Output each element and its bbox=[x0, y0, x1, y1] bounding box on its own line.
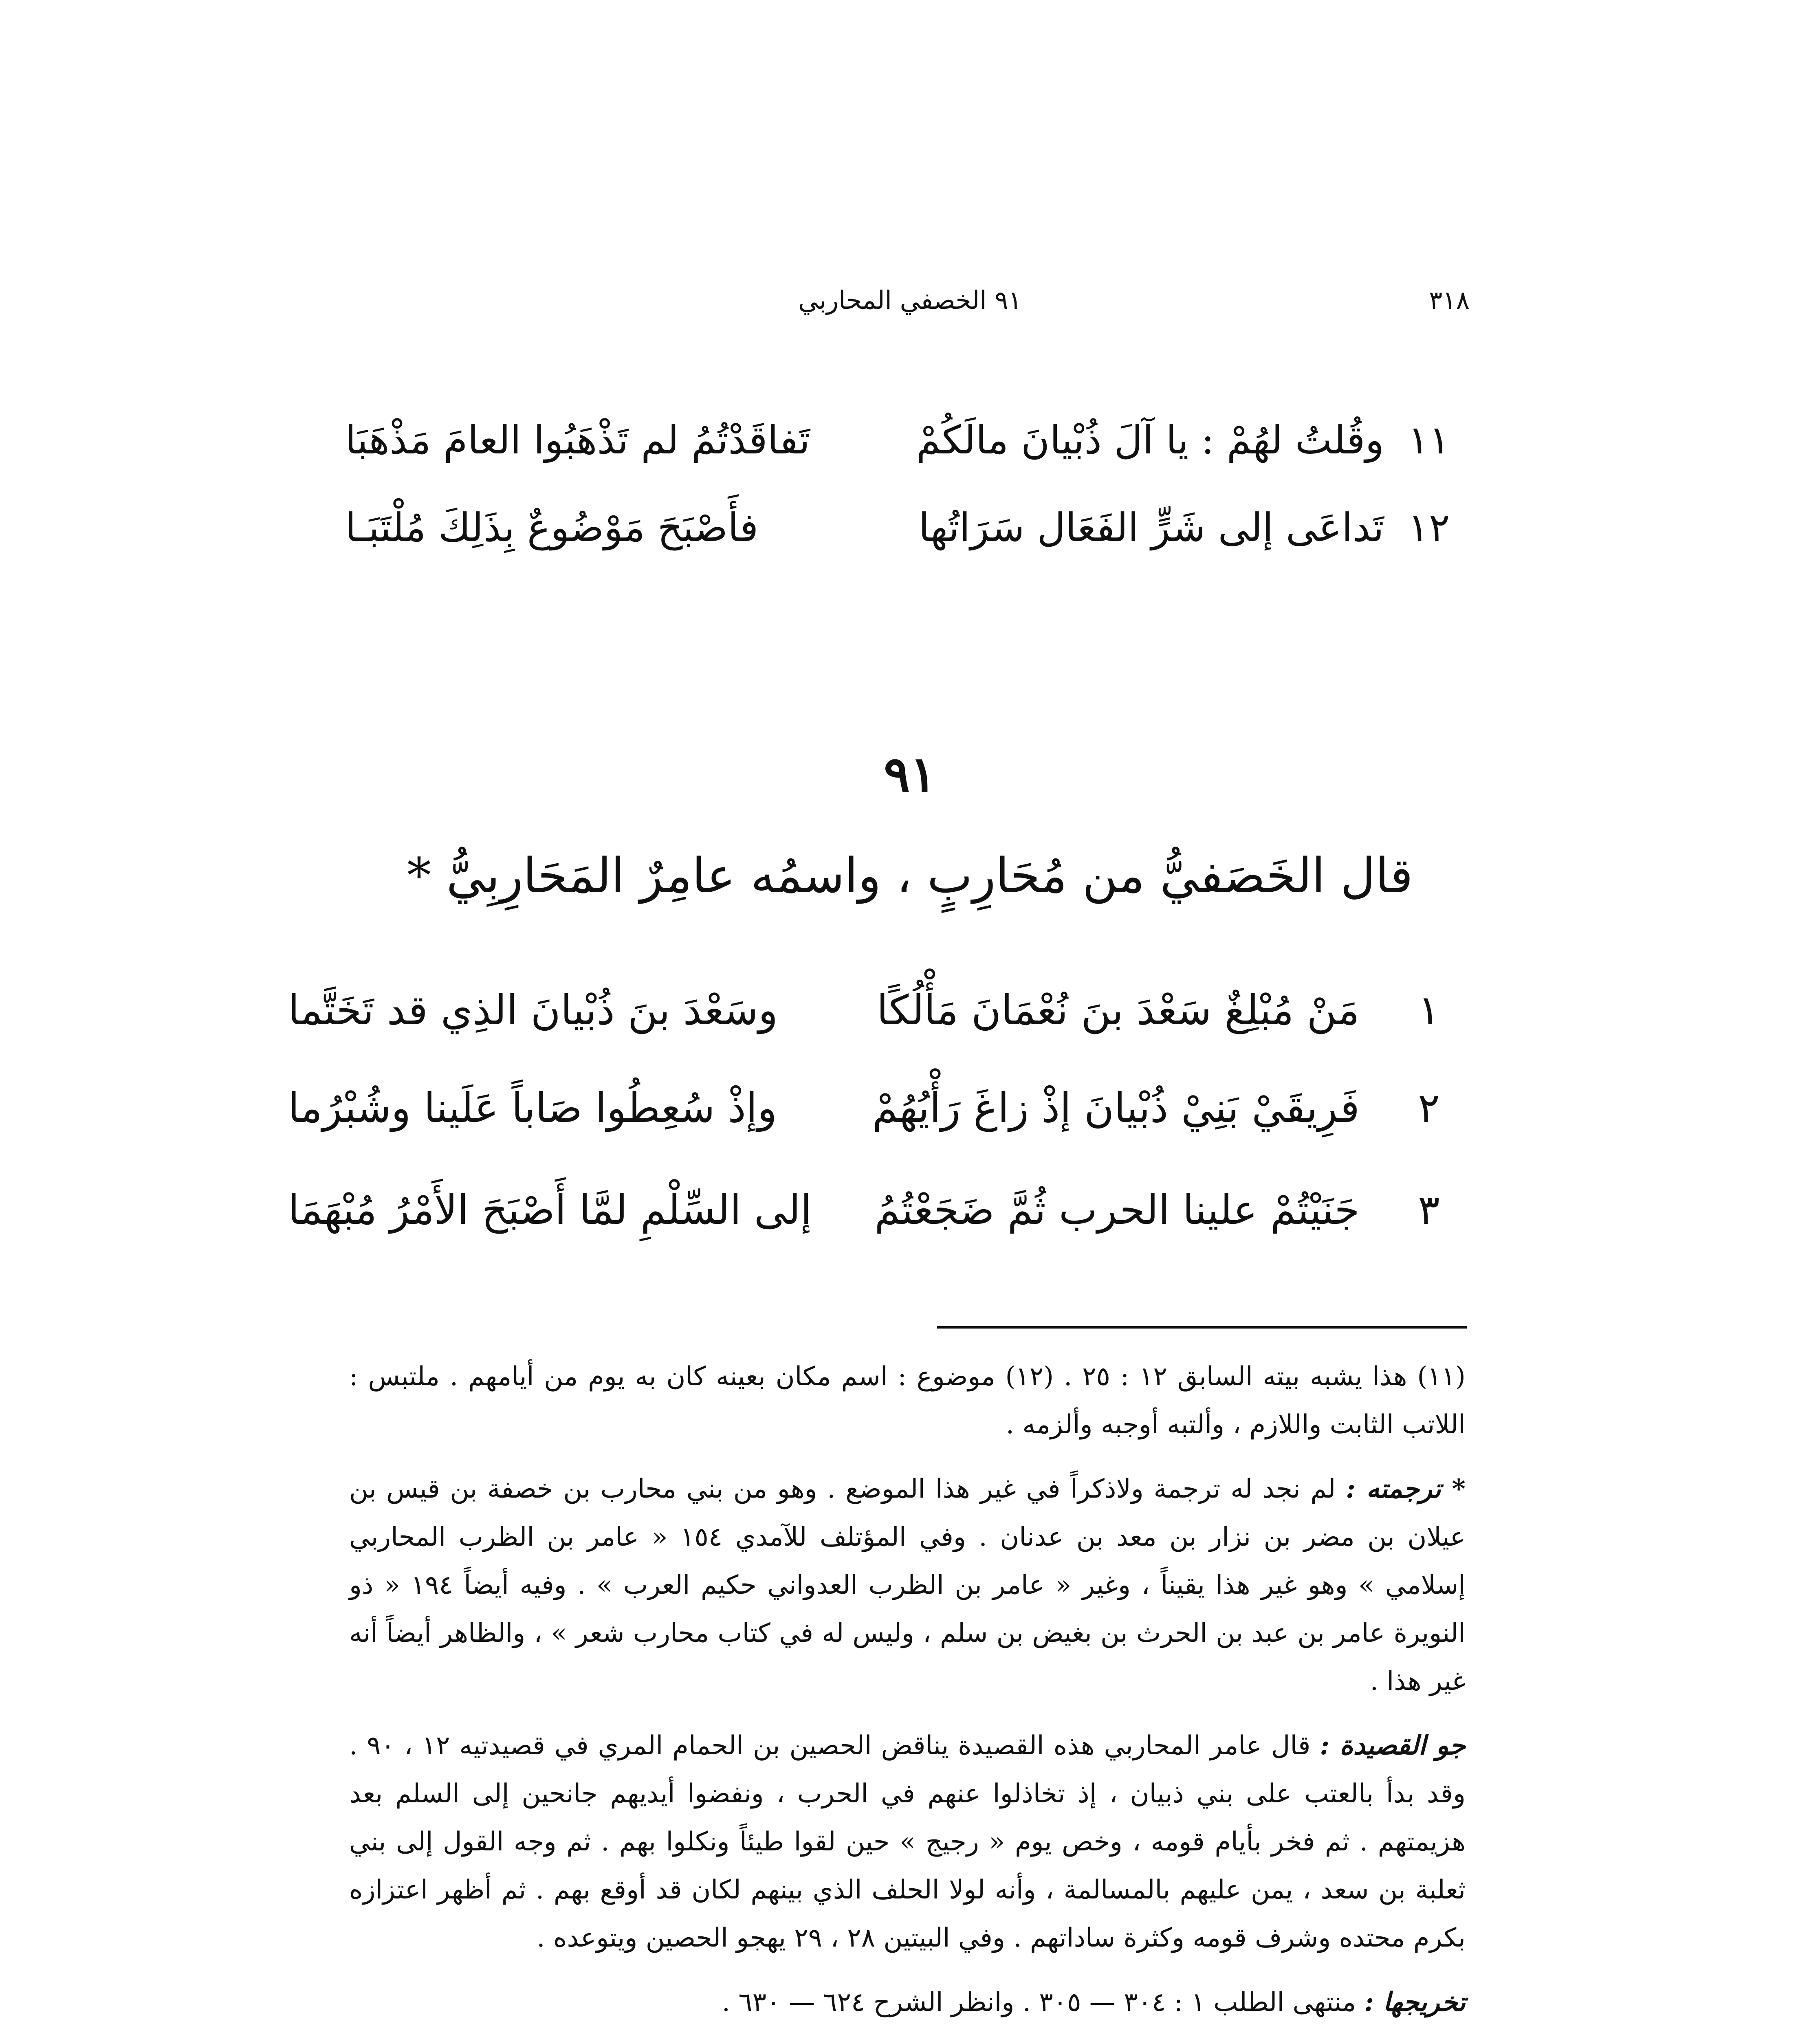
footnote-biography bbox=[349, 1465, 1466, 1705]
biography-text: لم نجد له ترجمة ولاذكراً في غير هذا الموضع . وهو من بني محارب بن خصفة بن قيس بن عيلان بن مضر بن نزار بن معد بن عدنان . وفي المؤتلف للآمدي ١٥٤ « عامر بن الظرب المحاربي إسلامي » وهو غير هذا يقيناً ، وغير « عامر بن الظرب العدواني حكيم العرب » . وفيه أيضاً ١٩٤ « ذو النويرة عامر بن عبد بن الحرث بن بغيض بن سلم ، وليس له في كتاب محارب شعر » ، والظاهر أيضاً أنه غير هذا . bbox=[349, 1474, 1466, 1696]
verse-line bbox=[288, 974, 1461, 1047]
footnote-takhrij bbox=[349, 1978, 1466, 2026]
poem-context-label: جو القصيدة : bbox=[1320, 1730, 1466, 1761]
verse-number: ١ bbox=[1418, 986, 1440, 1034]
verse-second-hemistich: إلى السِّلْمِ لمَّا أَصْبَحَ الأَمْرُ مُبْهَمَا bbox=[288, 1186, 812, 1234]
verse-line bbox=[345, 495, 1461, 560]
verse-number: ١٢ bbox=[1408, 505, 1450, 550]
poem-number: ٩١ bbox=[884, 746, 936, 803]
footnote-divider bbox=[937, 1326, 1467, 1329]
running-title: ٩١ الخصفي المحاربي bbox=[798, 285, 1022, 315]
verse-second-hemistich: تَفاقَدْتُمُ لم تَذْهَبُوا العامَ مَذْهَبَا bbox=[345, 417, 810, 463]
footnote-poem-context bbox=[349, 1722, 1466, 1962]
verse-first-hemistich: تَداعَى إلى شَرٍّ الفَعَال سَرَاتُها bbox=[918, 505, 1384, 550]
verse-first-hemistich: جَنَيْتُمْ علينا الحرب ثُمَّ ضَجَعْتُمُ bbox=[874, 1186, 1360, 1234]
verse-number: ١١ bbox=[1408, 417, 1450, 463]
verse-second-hemistich: وسَعْدَ بنَ ذُبْيانَ الذِي قد تَخَتَّما bbox=[288, 986, 778, 1034]
verse-number: ٣ bbox=[1418, 1186, 1440, 1234]
footnotes bbox=[349, 1353, 1466, 2037]
verse-number: ٢ bbox=[1418, 1084, 1440, 1132]
takhrij-label: تخريجها : bbox=[1364, 1987, 1466, 2017]
poem-title: قال الخَصَفيُّ من مُحَارِبٍ ، واسمُه عامِرٌ المَحَارِبِيُّ * bbox=[407, 847, 1413, 904]
verse-first-hemistich: فَرِيقَيْ بَنِيْ ذُبْيانَ إذْ زاغَ رَأْيُهُمْ bbox=[872, 1084, 1360, 1132]
verse-line bbox=[288, 1173, 1461, 1247]
biography-label: * ترجمته : bbox=[1346, 1474, 1466, 1504]
verse-first-hemistich: وقُلتُ لهُمْ : يا آلَ ذُبْيانَ مالَكُمْ bbox=[916, 417, 1384, 463]
page-number: ٣١٨ bbox=[1429, 285, 1470, 315]
verse-line bbox=[288, 1071, 1461, 1145]
takhrij-text: منتهى الطلب ١ : ٣٠٤ — ٣٠٥ . وانظر الشرح ٦٢٤ — ٦٣٠ . bbox=[722, 1987, 1356, 2017]
verse-line bbox=[345, 407, 1461, 473]
footnote-prev-poem: (١١) هذا يشبه بيته السابق ١٢ : ٢٥ . (١٢) موضوع : اسم مكان بعينه كان به يوم من أيامهم . ملتبس : اللاتب الثابت واللازم ، وألتبه أوجبه وألزمه . bbox=[349, 1362, 1466, 1440]
verse-second-hemistich: وإذْ سُعِطُوا صَاباً عَلَينا وشُبْرُما bbox=[288, 1084, 777, 1132]
verse-first-hemistich: مَنْ مُبْلِغٌ سَعْدَ بنَ نُعْمَانَ مَأْلُكًا bbox=[876, 986, 1360, 1034]
page-header bbox=[350, 285, 1470, 334]
poem-context-text: قال عامر المحاربي هذه القصيدة يناقض الحصين بن الحمام المري في قصيدتيه ١٢ ، ٩٠ . وقد بدأ بالعتب على بني ذبيان ، إذ تخاذلوا عنهم في الحرب ، ونفضوا أيديهم جانحين إلى السلم بعد هزيمتهم . ثم فخر بأيام قومه ، وخص يوم « رجيج » حين لقوا طيئاً ونكلوا بهم . ثم وجه القول إلى بني ثعلبة بن سعد ، يمن عليهم بالمسالمة ، وأنه لولا الحلف الذي بينهم لكان قد أوقع بهم . ثم أظهر اعتزازه بكرم محتده وشرف قومه وكثرة ساداتهم . وفي البيتين ٢٨ ، ٢٩ يهجو الحصين ويتوعده . bbox=[349, 1731, 1466, 1953]
verse-second-hemistich: فأَصْبَحَ مَوْضُوعٌ بِذَلِكَ مُلْتَبَـا bbox=[345, 505, 759, 550]
